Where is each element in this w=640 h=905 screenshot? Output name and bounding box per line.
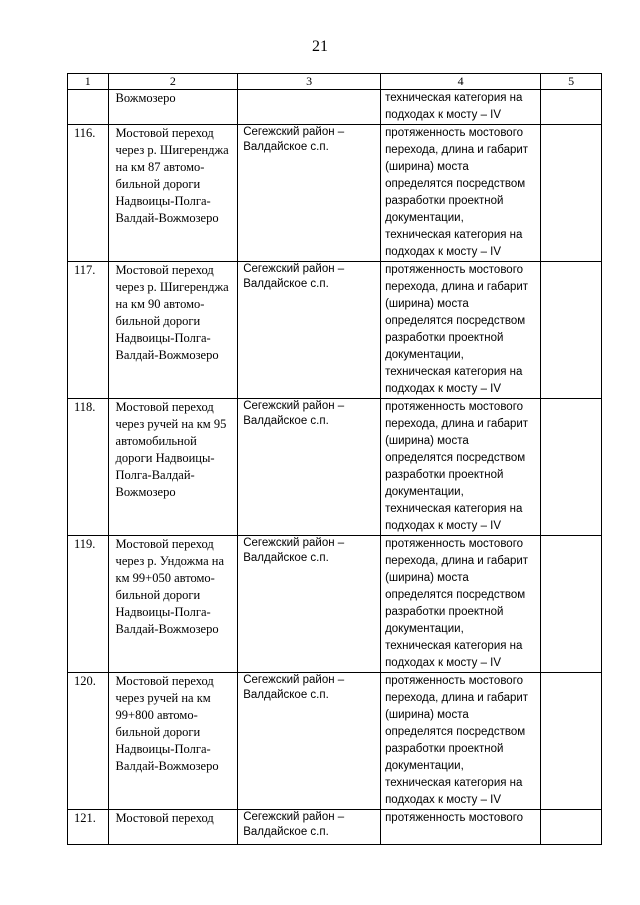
- cell-object-name: Мостовой переход через р. Ундожма на км 99+050 автомо- бильной дороги Надвоицы-Полга- Валдай-Вожмозеро: [108, 536, 238, 673]
- cell-description: протяженность мостового перехода, длина и габарит (ширина) моста определятся посредством разработки проектной документации, техническая категория на подходах к мосту – IV: [381, 673, 541, 810]
- cell-object-name: Мостовой переход: [108, 810, 238, 845]
- cell-location: Сегежский район – Валдайское с.п.: [238, 262, 381, 399]
- cell-location: Сегежский район – Валдайское с.п.: [238, 810, 381, 845]
- cell-description: протяженность мостового перехода, длина и габарит (ширина) моста определятся посредством разработки проектной документации, техническая категория на подходах к мосту – IV: [381, 125, 541, 262]
- cell-location: Сегежский район – Валдайское с.п.: [238, 673, 381, 810]
- cell-description: техническая категория на подходах к мосту – IV: [381, 90, 541, 125]
- table-row: [68, 125, 602, 262]
- cell-number: 116.: [68, 125, 109, 262]
- table-row: [68, 399, 602, 536]
- cell-number: 118.: [68, 399, 109, 536]
- cell-location: Сегежский район – Валдайское с.п.: [238, 536, 381, 673]
- cell-number: [68, 90, 109, 125]
- cell-description: протяженность мостового перехода, длина и габарит (ширина) моста определятся посредством разработки проектной документации, техническая категория на подходах к мосту – IV: [381, 399, 541, 536]
- objects-table: [67, 73, 602, 845]
- cell-note: [541, 399, 602, 536]
- cell-description: протяженность мостового перехода, длина и габарит (ширина) моста определятся посредством разработки проектной документации, техническая категория на подходах к мосту – IV: [381, 262, 541, 399]
- cell-number: 119.: [68, 536, 109, 673]
- table-row-continuation: [68, 90, 602, 125]
- header-col-5: 5: [541, 74, 602, 90]
- cell-location: Сегежский район – Валдайское с.п.: [238, 399, 381, 536]
- cell-number: 117.: [68, 262, 109, 399]
- cell-object-name: Мостовой переход через р. Шигеренджа на км 87 автомо- бильной дороги Надвоицы-Полга- Валдай-Вожмозеро: [108, 125, 238, 262]
- header-col-3: 3: [238, 74, 381, 90]
- cell-description: протяженность мостового перехода, длина и габарит (ширина) моста определятся посредством разработки проектной документации, техническая категория на подходах к мосту – IV: [381, 536, 541, 673]
- cell-note: [541, 262, 602, 399]
- cell-location: Сегежский район – Валдайское с.п.: [238, 125, 381, 262]
- cell-object-name: Мостовой переход через ручей на км 99+800 автомо- бильной дороги Надвоицы-Полга- Валдай-Вожмозеро: [108, 673, 238, 810]
- cell-note: [541, 125, 602, 262]
- cell-object-name: Мостовой переход через ручей на км 95 автомобильной дороги Надвоицы- Полга-Валдай- Вожмозеро: [108, 399, 238, 536]
- cell-note: [541, 90, 602, 125]
- table-row: [68, 262, 602, 399]
- table-row: [68, 536, 602, 673]
- cell-object-name: Вожмозеро: [108, 90, 238, 125]
- header-col-4: 4: [381, 74, 541, 90]
- table-header-row: [68, 74, 602, 90]
- table-row: [68, 810, 602, 845]
- table-row: [68, 673, 602, 810]
- cell-number: 121.: [68, 810, 109, 845]
- cell-object-name: Мостовой переход через р. Шигеренджа на км 90 автомо- бильной дороги Надвоицы-Полга- Валдай-Вожмозеро: [108, 262, 238, 399]
- cell-description: протяженность мостового: [381, 810, 541, 845]
- cell-note: [541, 536, 602, 673]
- cell-note: [541, 810, 602, 845]
- cell-number: 120.: [68, 673, 109, 810]
- cell-location: [238, 90, 381, 125]
- page-number: 21: [312, 38, 328, 55]
- header-col-1: 1: [68, 74, 109, 90]
- header-col-2: 2: [108, 74, 238, 90]
- cell-note: [541, 673, 602, 810]
